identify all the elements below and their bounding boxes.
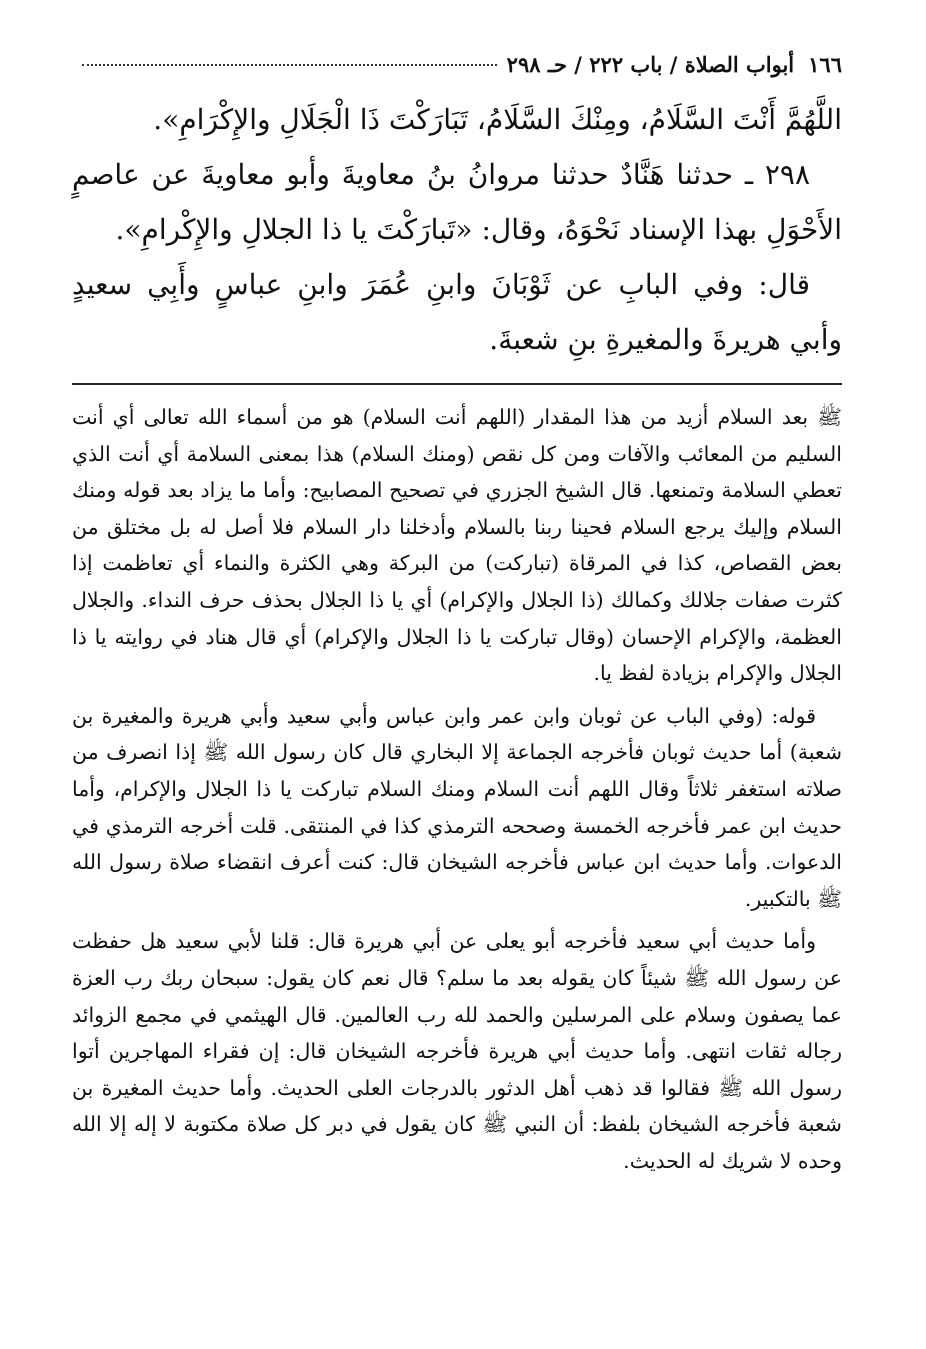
hadith-paragraph-298: ٢٩٨ ـ حدثنا هَنَّادٌ حدثنا مروانُ بنُ معاويةَ وأبو معاويةَ عن عاصمٍ الأَحْوَلِ بهذا الإسناد نَحْوَهُ، وقال: «تَبارَكْتَ يا ذا الجلالِ والإِكْرامِ». <box>72 158 842 246</box>
separator-rule <box>72 383 842 385</box>
book-page <box>72 50 842 1185</box>
header-dot-leader <box>82 64 497 66</box>
hadith-text <box>72 92 842 367</box>
hadith-paragraph-dua: اللَّهُمَّ أَنْتَ السَّلَامُ، ومِنْكَ السَّلَامُ، تَبَارَكْتَ ذَا الْجَلَالِ والإِكْرَامِ». <box>153 103 842 136</box>
commentary-paragraph-1: ﷺ بعد السلام أزيد من هذا المقدار (اللهم أنت السلام) هو من أسماء الله تعالى أي أنت السليم من المعائب والآفات ومن كل نقص (ومنك السلام) هذا بمعنى السلامة أي أنت الذي تعطي السلامة وتمنعها. قال الشيخ الجزري في تصحيح المصابيح: وأما ما يزاد بعد قوله ومنك السلام وإليك يرجع السلام فحينا ربنا بالسلام وأدخلنا دار السلام فلا أصل له بل مختلق من بعض القصاص، كذا في المرقاة (تبارکت) من البركة وهي الكثرة والنماء أي تعاظمت إذا كثرت صفات جلالك وكمالك (ذا الجلال والإكرام) أي يا ذا الجلال بحذف حرف النداء. والجلال العظمة، والإكرام الإحسان (وقال تبارکت یا ذا الجلال والإکرام) أي قال هناد في روايته يا ذا الجلال والإكرام بزيادة لفظ يا. <box>72 405 842 686</box>
page-number: ١٦٦ <box>808 52 842 77</box>
commentary-paragraph-3: وأما حديث أبي سعيد فأخرجه أبو يعلى عن أبي هريرة قال: قلنا لأبي سعيد هل حفظت عن رسول الله ﷺ شيئاً كان يقوله بعد ما سلم؟ قال نعم كان يقول: سبحان ربك رب العزة عما يصفون وسلام على المرسلين والحمد لله رب العالمين. قال الهيثمي في مجمع الزوائد رجاله ثقات انتهى. وأما حديث أبي هريرة فأخرجه الشيخان قال: إن فقراء المهاجرين أتوا رسول الله ﷺ فقالوا قد ذهب أهل الدثور بالدرجات العلى الحديث. وأما حديث المغيرة بن شعبة فأخرجه الشيخان بلفظ: أن النبي ﷺ كان يقول في دبر كل صلاة مكتوبة لا إله إلا الله وحده لا شريك له الحديث. <box>72 929 842 1173</box>
commentary-paragraph-2: قوله: (وفي الباب عن ثوبان وابن عمر وابن عباس وأبي سعيد وأبي هريرة والمغيرة بن شعبة) أما حديث ثوبان فأخرجه الجماعة إلا البخاري قال كان رسول الله ﷺ إذا انصرف من صلاته استغفر ثلاثاً وقال اللهم أنت السلام ومنك السلام تبارکت يا ذا الجلال والإكرام، وأما حديث ابن عمر فأخرجه الخمسة وصححه الترمذي كذا في المنتقى. قلت أخرجه الترمذي في الدعوات. وأما حديث ابن عباس فأخرجه الشيخان قال: كنت أعرف انقضاء صلاة رسول الله ﷺ بالتكبير. <box>72 703 842 911</box>
commentary-text <box>72 399 842 1179</box>
hadith-paragraph-bab: قال: وفي البابِ عن ثَوْبَانَ وابنِ عُمَرَ وابنِ عباسٍ وأَبِي سعيدٍ وأبي هريرةَ والمغيرةِ بنِ شعبةَ. <box>72 268 842 356</box>
header-title: أبواب الصلاة / باب ٢٢٢ / حـ ٢٩٨ <box>506 52 795 77</box>
running-header <box>72 50 842 82</box>
